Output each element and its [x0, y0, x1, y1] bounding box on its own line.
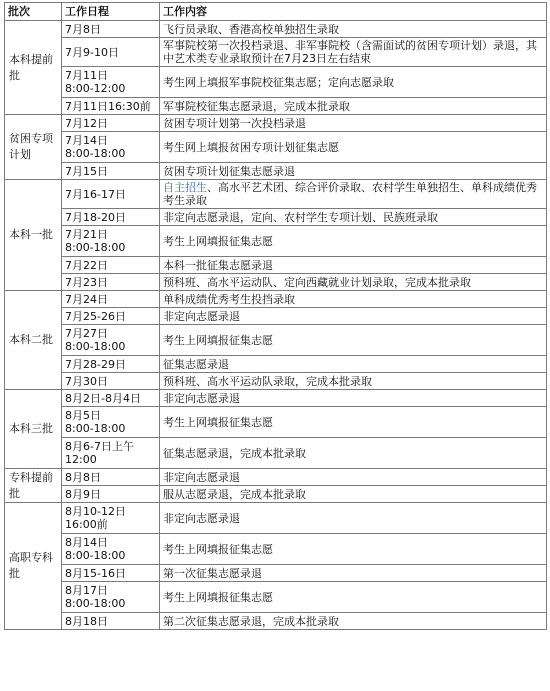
content-cell: 征集志愿录退，完成本批录取: [160, 438, 547, 469]
date-cell: 7月21日 8:00-18:00: [62, 226, 160, 257]
table-row: [5, 38, 547, 67]
batch-cell: 本科一批: [5, 180, 62, 291]
content-cell: 考生上网填报征集志愿: [160, 582, 547, 613]
date-cell: 8月8日: [62, 469, 160, 486]
content-cell: [160, 180, 547, 209]
content-cell: 非定向志愿录退，定向、农村学生专项计划、民族班录取: [160, 209, 547, 226]
date-cell: 7月11日16:30前: [62, 98, 160, 115]
date-cell: 8月15-16日: [62, 565, 160, 582]
table-row: [5, 582, 547, 613]
date-cell: 7月25-26日: [62, 308, 160, 325]
content-cell: 考生网上填报贫困专项计划征集志愿: [160, 132, 547, 163]
table-header-row: [5, 3, 547, 21]
table-row: [5, 226, 547, 257]
date-cell: 7月11日 8:00-12:00: [62, 67, 160, 98]
content-cell: 非定向志愿录退: [160, 390, 547, 407]
table-body: [5, 21, 547, 630]
content-cell: 考生上网填报征集志愿: [160, 226, 547, 257]
table-row: [5, 407, 547, 438]
batch-cell: 专科提前批: [5, 469, 62, 503]
table-row: [5, 257, 547, 274]
header-batch: 批次: [5, 3, 62, 21]
content-cell: 飞行员录取、香港高校单独招生录取: [160, 21, 547, 38]
table-row: [5, 21, 547, 38]
date-cell: 7月18-20日: [62, 209, 160, 226]
table-row: [5, 209, 547, 226]
date-cell: 7月16-17日: [62, 180, 160, 209]
content-cell: 考生上网填报征集志愿: [160, 325, 547, 356]
date-cell: 7月28-29日: [62, 356, 160, 373]
content-cell: 军事院校征集志愿录退，完成本批录取: [160, 98, 547, 115]
batch-cell: 本科三批: [5, 390, 62, 469]
table-row: [5, 486, 547, 503]
date-cell: 8月14日 8:00-18:00: [62, 534, 160, 565]
date-cell: 8月9日: [62, 486, 160, 503]
table-row: [5, 98, 547, 115]
date-cell: 7月23日: [62, 274, 160, 291]
content-cell: 考生上网填报征集志愿: [160, 534, 547, 565]
content-cell: 考生网上填报军事院校征集志愿；定向志愿录取: [160, 67, 547, 98]
date-cell: 8月18日: [62, 613, 160, 630]
content-cell: 单科成绩优秀考生投挡录取: [160, 291, 547, 308]
date-cell: 8月5日 8:00-18:00: [62, 407, 160, 438]
date-cell: 7月12日: [62, 115, 160, 132]
table-row: [5, 274, 547, 291]
content-cell: 本科一批征集志愿录退: [160, 257, 547, 274]
table-row: [5, 291, 547, 308]
table-row: [5, 163, 547, 180]
table-row: [5, 565, 547, 582]
date-cell: 8月17日 8:00-18:00: [62, 582, 160, 613]
content-cell: 军事院校第一次投档录退、非军事院校（含需面试的贫困专项计划）录退，其中艺术类专业录取预计在7月23日左右结束: [160, 38, 547, 67]
batch-cell: 贫困专项计划: [5, 115, 62, 180]
date-cell: 7月30日: [62, 373, 160, 390]
date-cell: 8月10-12日 16:00前: [62, 503, 160, 534]
table-row: [5, 180, 547, 209]
header-content: 工作内容: [160, 3, 547, 21]
table-row: [5, 390, 547, 407]
table-row: [5, 438, 547, 469]
table-row: [5, 534, 547, 565]
content-text: 、高水平艺术团、综合评价录取、农村学生单独招生、单科成绩优秀考生录取: [163, 181, 537, 207]
table-row: [5, 325, 547, 356]
header-date: 工作日程: [62, 3, 160, 21]
content-cell: 考生上网填报征集志愿: [160, 407, 547, 438]
content-cell: 贫困专项计划第一次投档录退: [160, 115, 547, 132]
content-cell: 征集志愿录退: [160, 356, 547, 373]
date-cell: 7月22日: [62, 257, 160, 274]
content-link[interactable]: 自主招生: [163, 181, 207, 194]
table-row: [5, 308, 547, 325]
table-row: [5, 115, 547, 132]
date-cell: 8月2日-8月4日: [62, 390, 160, 407]
content-cell: 非定向志愿录退: [160, 469, 547, 486]
admission-schedule-table: [4, 2, 547, 630]
date-cell: 7月27日 8:00-18:00: [62, 325, 160, 356]
table-row: [5, 613, 547, 630]
content-cell: 预科班、高水平运动队录取，完成本批录取: [160, 373, 547, 390]
date-cell: 8月6-7日上午 12:00: [62, 438, 160, 469]
batch-cell: 本科二批: [5, 291, 62, 390]
date-cell: 7月8日: [62, 21, 160, 38]
content-cell: 第一次征集志愿录退: [160, 565, 547, 582]
date-cell: 7月24日: [62, 291, 160, 308]
content-cell: 第二次征集志愿录退，完成本批录取: [160, 613, 547, 630]
table-row: [5, 356, 547, 373]
table-row: [5, 67, 547, 98]
date-cell: 7月9-10日: [62, 38, 160, 67]
batch-cell: 高职专科批: [5, 503, 62, 630]
content-cell: 预科班、高水平运动队、定向西藏就业计划录取，完成本批录取: [160, 274, 547, 291]
date-cell: 7月14日 8:00-18:00: [62, 132, 160, 163]
content-cell: 服从志愿录退，完成本批录取: [160, 486, 547, 503]
content-cell: 非定向志愿录退: [160, 308, 547, 325]
table-row: [5, 469, 547, 486]
batch-cell: 本科提前批: [5, 21, 62, 115]
content-cell: 非定向志愿录退: [160, 503, 547, 534]
date-cell: 7月15日: [62, 163, 160, 180]
table-row: [5, 503, 547, 534]
table-row: [5, 132, 547, 163]
content-cell: 贫困专项计划征集志愿录退: [160, 163, 547, 180]
table-row: [5, 373, 547, 390]
